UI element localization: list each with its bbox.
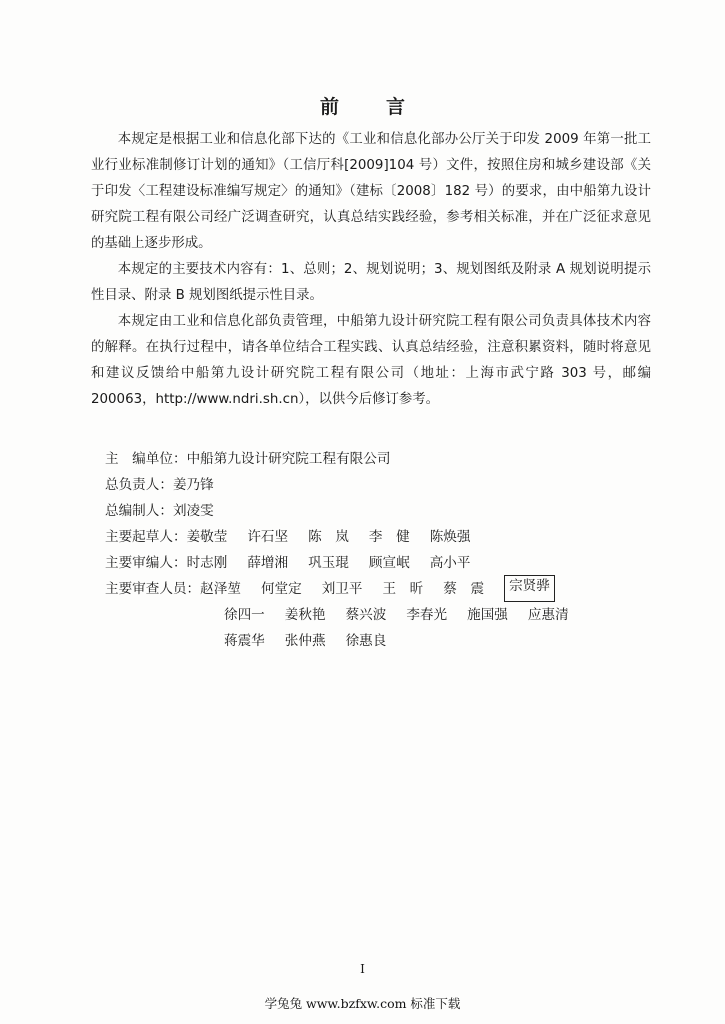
credit-value: 姜乃锋 [172, 477, 214, 493]
person-name: 姜秋艳 [284, 607, 326, 623]
paragraph-basis: 本规定是根据工业和信息化部下达的《工业和信息化部办公厅关于印发 2009 年第一批工业行业标准制修订计划的通知》（工信厅科[2009]104 号）文件，按照住房和城乡建设部《关于印发〈工程建设标准编写规定〉的通知》（建标〔2008〕182 号）的要求，由中船第九设计研究院工程有限公司经广泛调查研究，认真总结实践经验，参考相关标准，并在广泛征求意见的基础上逐步形成。 [91, 132, 651, 251]
person-name: 时志刚 [186, 555, 228, 571]
person-name: 陈 岚 [308, 529, 349, 545]
page-number: I [360, 962, 365, 976]
person-name: 李春光 [406, 607, 448, 623]
person-name: 高小平 [429, 555, 471, 571]
credit-value: 中船第九设计研究院工程有限公司 [186, 451, 391, 467]
foreword-body [91, 127, 651, 413]
credit-drafters [105, 524, 665, 550]
credit-reviewers-cont [105, 628, 665, 654]
credit-label: 总负责人： [105, 477, 173, 493]
person-name: 蒋震华 [224, 633, 265, 649]
person-name: 薛增湘 [247, 555, 289, 571]
person-name: 施国强 [467, 607, 508, 623]
credit-name-list [224, 602, 589, 628]
footer-watermark: 学兔兔 www.bzfxw.com 标准下载 [264, 996, 461, 1011]
credit-name-list [200, 576, 575, 602]
credit-reviewers [105, 576, 665, 602]
paragraph-management: 本规定由工业和信息化部负责管理，中船第九设计研究院工程有限公司负责具体技术内容的解释。在执行过程中，请各单位结合工程实践、认真总结经验，注意积累资料，随时将意见和建议反馈给中船第九设计研究院工程有限公司（地址：上海市武宁路 303 号，邮编 200063，http://www.ndri.sh.cn），以供今后修订参考。 [91, 314, 651, 407]
person-name: 许石坚 [247, 529, 289, 545]
credit-label: 主要审编人： [105, 555, 187, 571]
credit-label: 总编制人： [105, 503, 173, 519]
person-name: 顾宣岷 [368, 555, 410, 571]
credits-block [105, 446, 665, 654]
paragraph-content: 本规定的主要技术内容有：1、总则；2、规划说明；3、规划图纸及附录 A 规划说明提示性目录、附录 B 规划图纸提示性目录。 [91, 262, 651, 303]
person-name: 姜敬莹 [186, 529, 228, 545]
person-name: 徐四一 [224, 607, 265, 623]
credit-label: 主 编单位： [105, 451, 187, 467]
credit-reviewers-edit [105, 550, 665, 576]
credit-chief [105, 472, 665, 498]
person-name: 徐惠良 [345, 633, 387, 649]
credit-label: 主要起草人： [105, 529, 187, 545]
person-name: 巩玉琨 [308, 555, 349, 571]
person-name: 陈焕强 [429, 529, 471, 545]
person-name: 张仲燕 [284, 633, 326, 649]
credit-value: 刘凌雯 [172, 503, 214, 519]
person-name: 李 健 [368, 529, 410, 545]
credit-name-list [187, 550, 491, 576]
credit-name-list [224, 628, 406, 654]
person-name-boxed: 宗贤骅 [504, 575, 555, 602]
person-name: 蔡兴波 [345, 607, 387, 623]
person-name: 蔡 震 [443, 581, 485, 597]
page-title: 前 言 [319, 96, 419, 118]
person-name: 刘卫平 [321, 581, 363, 597]
person-name: 何堂定 [260, 581, 302, 597]
credit-name-list [187, 524, 491, 550]
credit-chief-compiler [105, 498, 665, 524]
person-name: 王 昕 [382, 581, 424, 597]
credit-label: 主要审查人员： [105, 581, 201, 597]
person-name: 赵泽堃 [200, 581, 241, 597]
person-name: 应惠清 [527, 607, 569, 623]
credit-reviewers-cont [105, 602, 665, 628]
credit-editor-unit [105, 446, 665, 472]
